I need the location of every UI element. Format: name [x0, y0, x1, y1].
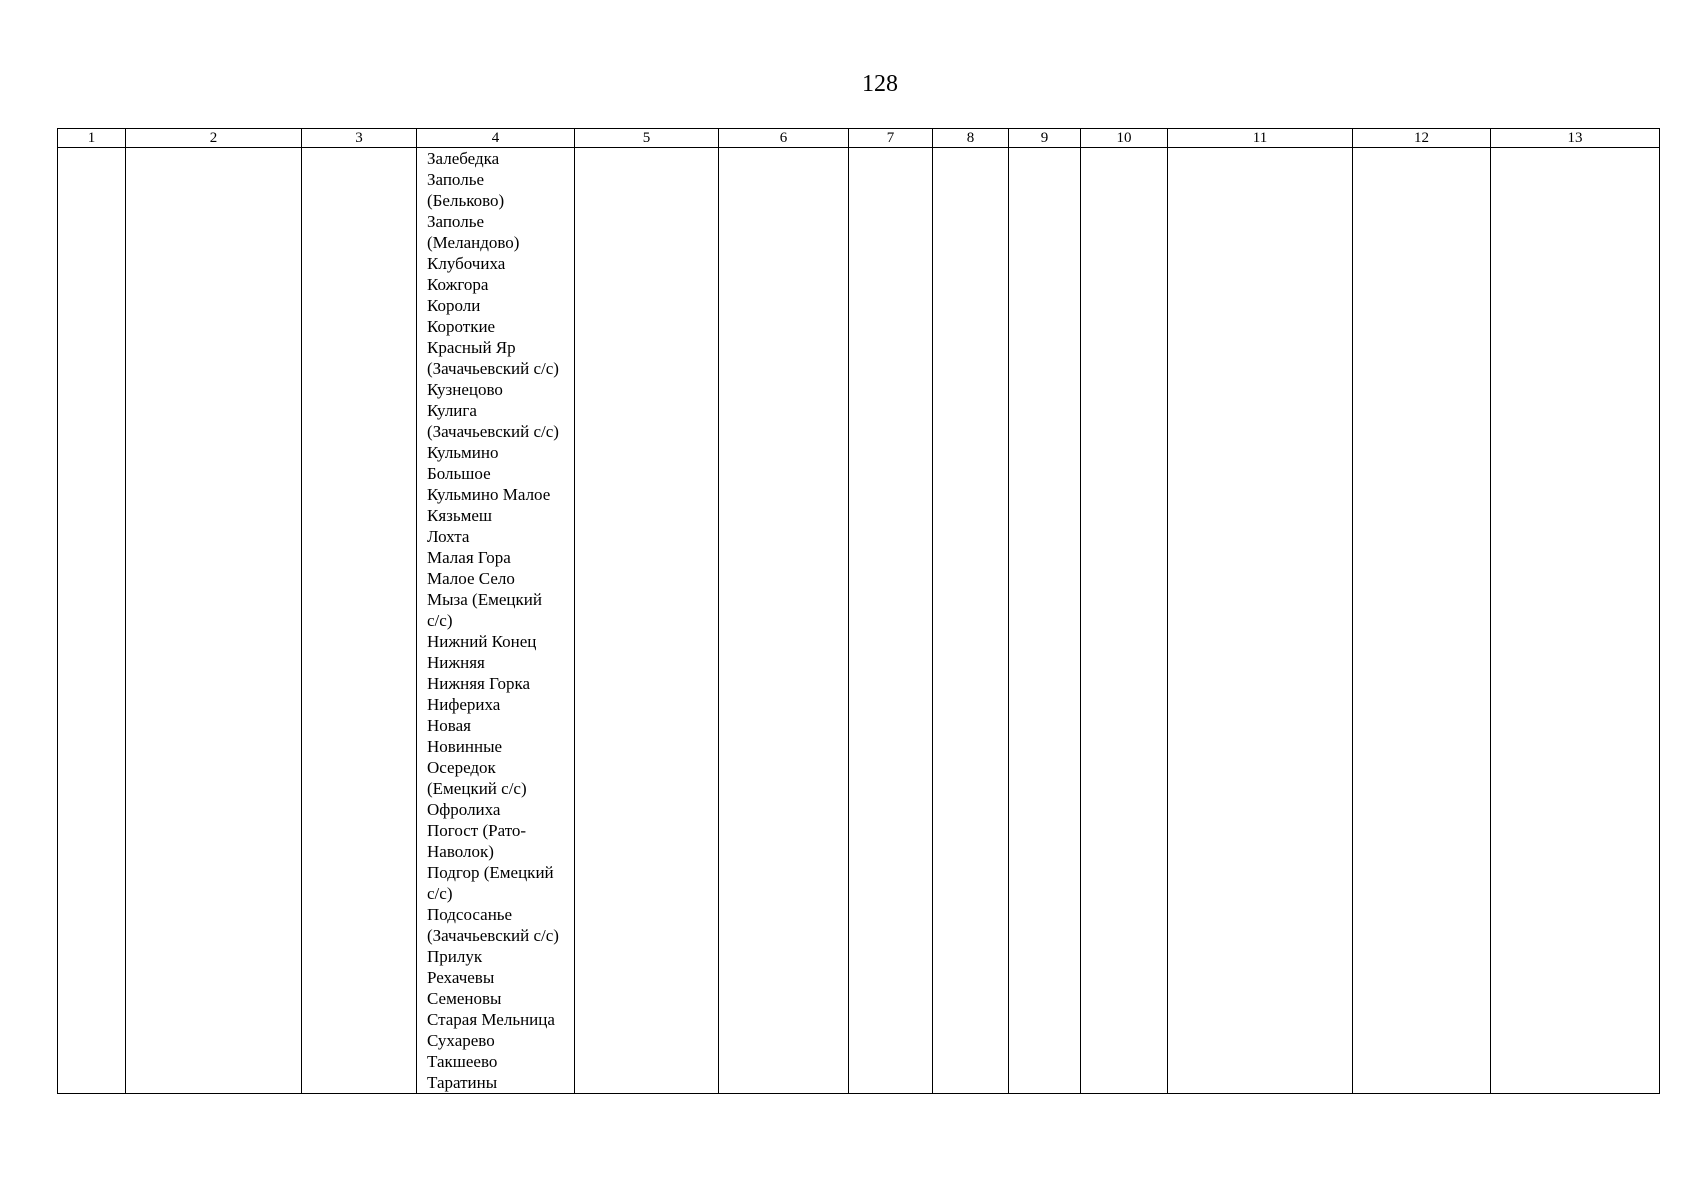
list-item: (Зачачьевский с/с) — [427, 422, 559, 441]
list-item: Новинные — [427, 737, 503, 756]
list-item: Мыза (Емецкий — [427, 590, 542, 609]
cell-col-7 — [849, 148, 933, 1094]
cell-col-1 — [58, 148, 126, 1094]
list-item: Таратины — [427, 1073, 498, 1092]
list-item: Нижняя Горка — [427, 674, 530, 693]
column-header-1: 1 — [58, 129, 126, 148]
cell-col-10 — [1081, 148, 1168, 1094]
list-item: Рехачевы — [427, 968, 495, 987]
list-item: Кулига — [427, 401, 477, 420]
list-item: Нижняя — [427, 653, 485, 672]
list-item: с/с) — [427, 884, 453, 903]
list-item: Заполье — [427, 212, 484, 231]
table-row — [58, 148, 1660, 1094]
list-item: Красный Яр — [427, 338, 516, 357]
column-header-12: 12 — [1353, 129, 1491, 148]
list-item: Большое — [427, 464, 491, 483]
cell-col-6 — [719, 148, 849, 1094]
cell-col-13 — [1491, 148, 1660, 1094]
list-item: Прилук — [427, 947, 483, 966]
page-number: 128 — [862, 71, 898, 97]
list-item: Короли — [427, 296, 481, 315]
cell-col-9 — [1009, 148, 1081, 1094]
cell-col-3 — [302, 148, 417, 1094]
list-item: (Бельково) — [427, 191, 505, 210]
column-header-4: 4 — [417, 129, 575, 148]
list-item: (Меландово) — [427, 233, 520, 252]
column-header-7: 7 — [849, 129, 933, 148]
list-item: Кульмино Малое — [427, 485, 551, 504]
list-item: Такшеево — [427, 1052, 498, 1071]
list-item: Подгор (Емецкий — [427, 863, 554, 882]
list-item: Наволок) — [427, 842, 494, 861]
list-item: Старая Мельница — [427, 1010, 555, 1029]
list-item: Кожгора — [427, 275, 489, 294]
column-header-5: 5 — [575, 129, 719, 148]
header-row — [58, 129, 1660, 148]
list-item: Нижний Конец — [427, 632, 537, 651]
list-item: Малая Гора — [427, 548, 511, 567]
list-item: Малое Село — [427, 569, 515, 588]
list-item: Клубочиха — [427, 254, 506, 273]
list-item: Залебедка — [427, 149, 500, 168]
list-item: Осередок — [427, 758, 496, 777]
cell-col-12 — [1353, 148, 1491, 1094]
column-header-6: 6 — [719, 129, 849, 148]
list-item: (Зачачьевский с/с) — [427, 926, 559, 945]
cell-col-2 — [126, 148, 302, 1094]
column-header-11: 11 — [1168, 129, 1353, 148]
cell-col-8 — [933, 148, 1009, 1094]
column-header-10: 10 — [1081, 129, 1168, 148]
column-header-13: 13 — [1491, 129, 1660, 148]
list-item: с/с) — [427, 611, 453, 630]
list-item: Семеновы — [427, 989, 502, 1008]
list-item: Лохта — [427, 527, 470, 546]
list-item: Кязьмеш — [427, 506, 493, 525]
list-item: Подсосанье — [427, 905, 513, 924]
cell-col-5 — [575, 148, 719, 1094]
list-item: Короткие — [427, 317, 496, 336]
document-table — [57, 128, 1660, 1094]
list-item: Офролиха — [427, 800, 501, 819]
list-item: Погост (Рато- — [427, 821, 527, 840]
list-item: Кульмино — [427, 443, 499, 462]
list-item: (Зачачьевский с/с) — [427, 359, 559, 378]
column-header-8: 8 — [933, 129, 1009, 148]
column-header-9: 9 — [1009, 129, 1081, 148]
list-item: Кузнецово — [427, 380, 503, 399]
settlement-list — [417, 148, 574, 1093]
list-item: Сухарево — [427, 1031, 495, 1050]
list-item: (Емецкий с/с) — [427, 779, 527, 798]
cell-col-4 — [417, 148, 575, 1094]
list-item: Новая — [427, 716, 471, 735]
list-item: Заполье — [427, 170, 484, 189]
cell-col-11 — [1168, 148, 1353, 1094]
column-header-2: 2 — [126, 129, 302, 148]
column-header-3: 3 — [302, 129, 417, 148]
list-item: Нифериха — [427, 695, 501, 714]
